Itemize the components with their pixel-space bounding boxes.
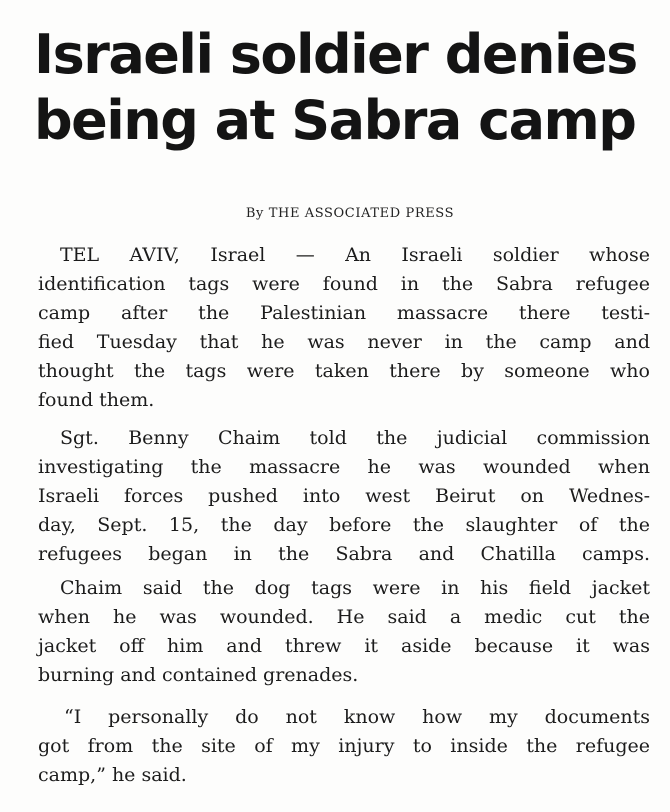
text-line: investigating the massacre he was wounded when <box>38 456 650 478</box>
text-line: camp after the Palestinian massacre there testi- <box>38 302 650 324</box>
text-line: TEL AVIV, Israel — An Israeli soldier whose <box>60 244 650 266</box>
text-line: Sgt. Benny Chaim told the judicial commission <box>60 427 650 449</box>
text-line: found them. <box>38 389 155 411</box>
text-line: identification tags were found in the Sabra refugee <box>38 273 650 295</box>
headline <box>34 22 654 154</box>
text-line: day, Sept. 15, the day before the slaughter of the <box>38 514 650 536</box>
text-line: camp,” he said. <box>38 764 187 786</box>
text-line: Chaim said the dog tags were in his field jacket <box>60 577 650 599</box>
paragraph-2 <box>38 424 650 569</box>
text-line: refugees began in the Sabra and Chatilla camps. <box>38 543 650 565</box>
paragraph-3 <box>38 574 650 690</box>
text-line: when he was wounded. He said a medic cut the <box>38 606 650 628</box>
text-line: jacket off him and threw it aside because it was <box>38 635 650 657</box>
text-line: fied Tuesday that he was never in the camp and <box>38 331 650 353</box>
paragraph-1 <box>38 241 650 415</box>
headline-line: being at Sabra camp <box>34 89 636 152</box>
text-line: “I personally do not know how my documents <box>64 706 650 728</box>
text-line: got from the site of my injury to inside the refugee <box>38 735 650 757</box>
text-line: thought the tags were taken there by someone who <box>38 360 650 382</box>
text-line: Israeli forces pushed into west Beirut on Wednes- <box>38 485 650 507</box>
paragraph-4 <box>38 703 650 790</box>
headline-line: Israeli soldier denies <box>34 23 637 86</box>
byline: By THE ASSOCIATED PRESS <box>245 206 455 221</box>
text-line: burning and contained grenades. <box>38 664 359 686</box>
